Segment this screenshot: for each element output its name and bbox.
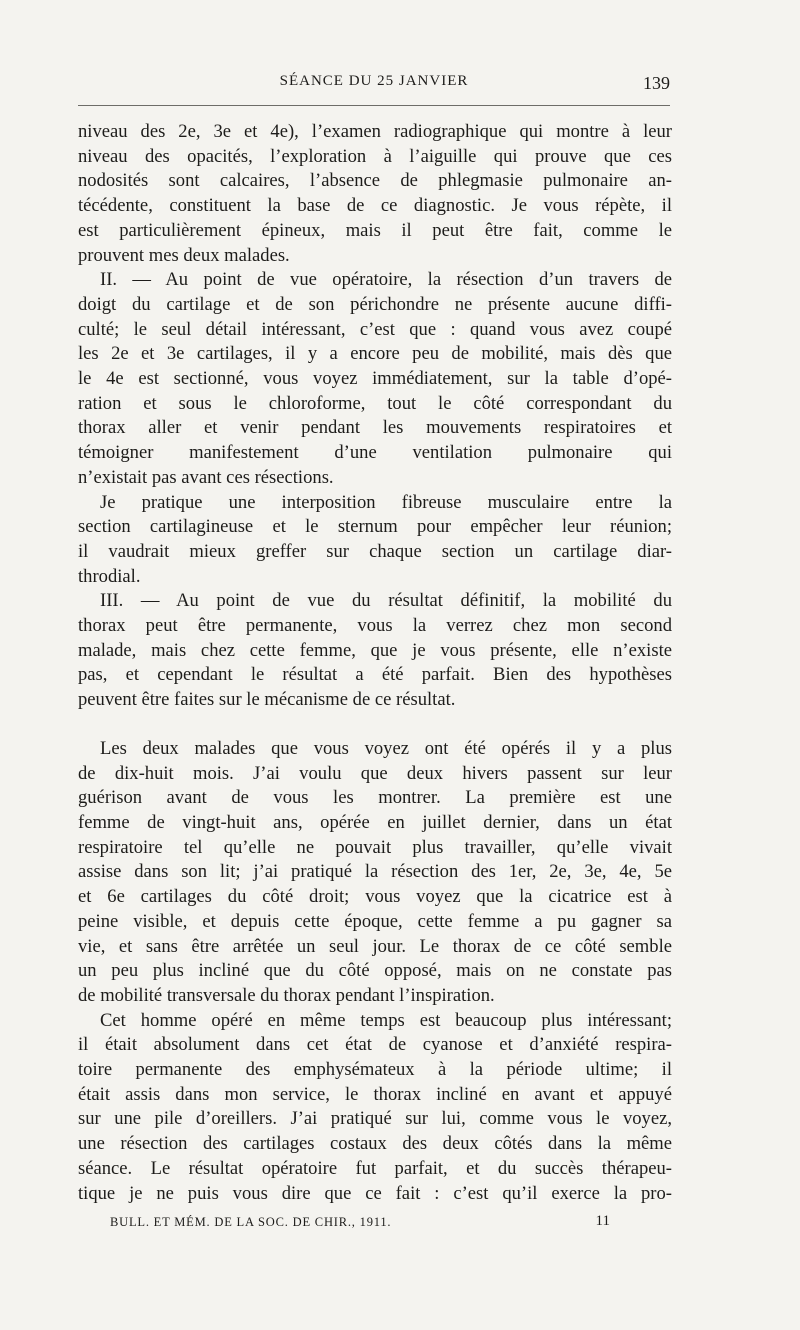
paragraph (78, 589, 672, 713)
text-line: ration et sous le chloroforme, tout le côté correspondant du (78, 392, 672, 414)
text-line: doigt du cartilage et de son périchondre ne présente aucune diffi- (78, 293, 672, 315)
text-line: sur une pile d’oreillers. J’ai pratiqué sur lui, comme vous le voyez, (78, 1108, 672, 1130)
text-line: respiratoire tel qu’elle ne pouvait plus travailler, qu’elle vivait (78, 836, 672, 858)
text-line: thorax aller et venir pendant les mouvements respiratoires et (78, 417, 672, 439)
text-line: témoigner manifestement d’une ventilation pulmonaire qui (78, 442, 672, 464)
page-number: 139 (643, 73, 670, 93)
text-line: tique je ne puis vous dire que ce fait : c’est qu’il exerce la pro- (78, 1182, 672, 1204)
text-line: une résection des cartilages costaux des deux côtés dans la même (78, 1133, 672, 1155)
text-line: assise dans son lit; j’ai pratiqué la résection des 1er, 2e, 3e, 4e, 5e (78, 861, 672, 883)
text-line: peuvent être faites sur le mécanisme de ce résultat. (78, 689, 456, 711)
text-line: niveau des 2e, 3e et 4e), l’examen radiographique qui montre à leur (78, 121, 672, 142)
paragraph (78, 1009, 672, 1207)
paragraph (78, 491, 672, 590)
text-line: toire permanente des emphysémateux à la période ultime; il (78, 1059, 672, 1081)
page-footer (110, 1213, 610, 1233)
text-line: les 2e et 3e cartilages, il y a encore peu de mobilité, mais dès que (78, 343, 672, 365)
text-line: nodosités sont calcaires, l’absence de phlegmasie pulmonaire an- (78, 170, 672, 192)
text-line: section cartilagineuse et le sternum pour empêcher leur réunion; (78, 516, 672, 538)
text-line: le 4e est sectionné, vous voyez immédiatement, sur la table d’opé- (78, 368, 672, 390)
page-header (78, 73, 670, 97)
text-line: de dix-huit mois. J’ai voulu que deux hivers passent sur leur (78, 762, 672, 784)
body-text (78, 120, 672, 1206)
text-line: femme de vingt-huit ans, opérée en juillet dernier, dans un état (78, 811, 672, 833)
text-line: malade, mais chez cette femme, que je vous présente, elle n’existe (78, 639, 672, 661)
text-line: est particulièrement épineux, mais il peut être fait, comme le (78, 219, 672, 241)
text-line: throdial. (78, 565, 141, 587)
text-line: Je pratique une interposition fibreuse musculaire entre la (100, 491, 672, 513)
text-line: III. — Au point de vue du résultat définitif, la mobilité du (100, 590, 672, 612)
text-line: il vaudrait mieux greffer sur chaque section un cartilage diar- (78, 540, 672, 562)
text-line: II. — Au point de vue opératoire, la résection d’un travers de (100, 269, 672, 291)
text-line: pas, et cependant le résultat a été parfait. Bien des hypothèses (78, 664, 672, 686)
section-spacer (78, 713, 672, 737)
paragraph (78, 120, 672, 268)
text-line: culté; le seul détail intéressant, c’est que : quand vous avez coupé (78, 318, 672, 340)
header-rule (78, 105, 670, 106)
text-line: thorax peut être permanente, vous la verrez chez mon second (78, 615, 672, 637)
text-line: guérison avant de vous les montrer. La première est une (78, 787, 672, 809)
footer-citation: BULL. ET MÉM. DE LA SOC. DE CHIR., 1911. (110, 1215, 392, 1229)
text-line: un peu plus incliné que du côté opposé, mais on ne constate pas (78, 960, 672, 982)
text-line: peine visible, et depuis cette époque, cette femme a pu gagner sa (78, 910, 672, 932)
text-line: vie, et sans être arrêtée un seul jour. Le thorax de ce côté semble (78, 935, 672, 957)
text-line: et 6e cartilages du côté droit; vous voyez que la cicatrice est à (78, 886, 672, 908)
text-line: prouvent mes deux malades. (78, 244, 290, 266)
text-line: n’existait pas avant ces résections. (78, 466, 334, 488)
text-line: técédente, constituent la base de ce diagnostic. Je vous répète, il (78, 195, 672, 217)
text-line: Cet homme opéré en même temps est beaucoup plus intéressant; (100, 1009, 672, 1031)
text-line: Les deux malades que vous voyez ont été opérés il y a plus (100, 737, 672, 759)
text-line: de mobilité transversale du thorax pendant l’inspiration. (78, 984, 495, 1006)
signature-mark: 11 (595, 1213, 610, 1229)
text-line: il était absolument dans cet état de cyanose et d’anxiété respira- (78, 1034, 672, 1056)
text-line: était assis dans mon service, le thorax incliné en avant et appuyé (78, 1083, 672, 1105)
paragraph (78, 737, 672, 1009)
text-line: séance. Le résultat opératoire fut parfait, et du succès thérapeu- (78, 1157, 672, 1179)
running-title: SÉANCE DU 25 JANVIER (279, 73, 469, 89)
paragraph (78, 268, 672, 490)
text-line: niveau des opacités, l’exploration à l’aiguille qui prouve que ces (78, 145, 672, 167)
